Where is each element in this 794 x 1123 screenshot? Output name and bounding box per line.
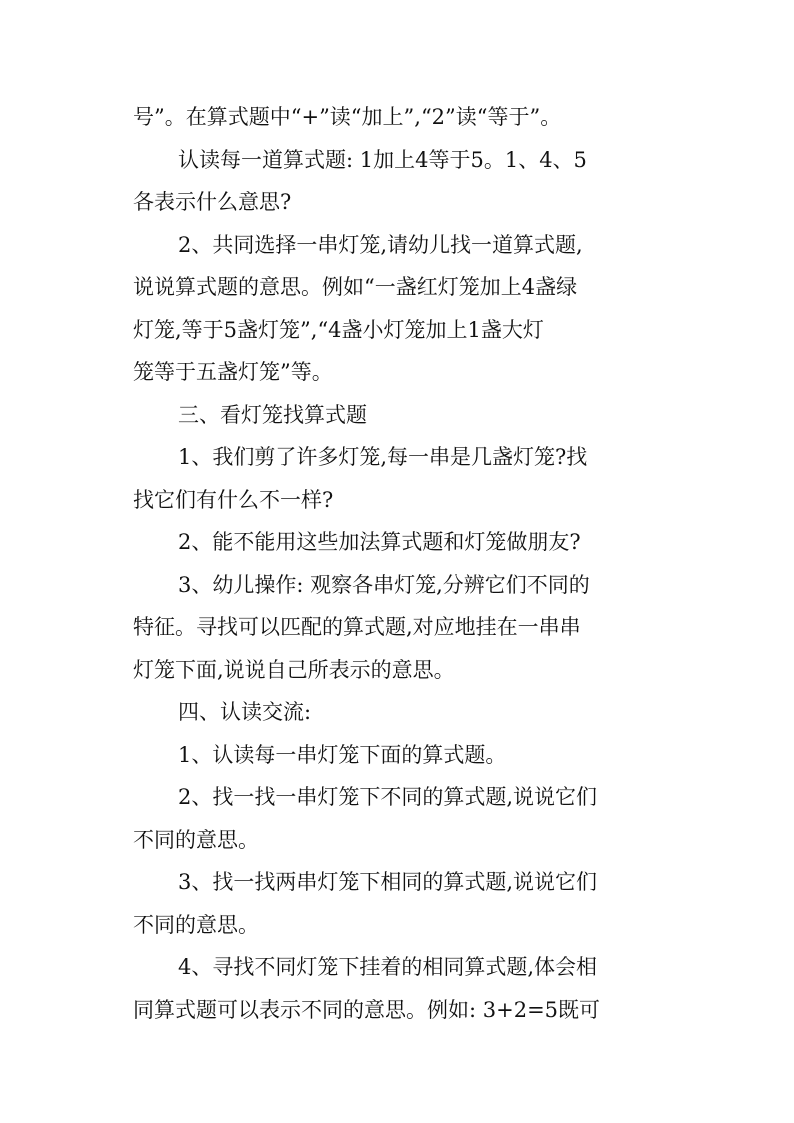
text-line-21: 4、寻找不同灯笼下挂着的相同算式题,体会相 <box>178 955 598 979</box>
text-line-1: 号”。在算式题中“+”读“加上”,“2”读“等于”。 <box>133 105 562 129</box>
text-line-3: 各表示什么意思? <box>133 190 292 214</box>
text-line-7: 笼等于五盏灯笼”等。 <box>133 360 333 384</box>
text-line-10: 找它们有什么不一样? <box>133 487 334 512</box>
text-line-11: 2、能不能用这些加法算式题和灯笼做朋友? <box>178 530 581 554</box>
text-line-17: 2、找一找一串灯笼下不同的算式题,说说它们 <box>178 785 598 809</box>
text-line-12: 3、幼儿操作: 观察各串灯笼,分辨它们不同的 <box>178 572 590 597</box>
text-line-4: 2、共同选择一串灯笼,请幼儿找一道算式题, <box>178 232 583 257</box>
text-line-14: 灯笼下面,说说自己所表示的意思。 <box>133 657 455 682</box>
body-text <box>133 96 673 1031</box>
text-line-22: 同算式题可以表示不同的意思。例如: 3+2=5既可 <box>133 997 601 1022</box>
text-line-6: 灯笼,等于5盏灯笼”,“4盏小灯笼加上1盏大灯 <box>133 317 544 342</box>
section-heading-4: 四、认读交流: <box>178 700 312 724</box>
text-line-20: 不同的意思。 <box>133 912 259 937</box>
text-line-9: 1、我们剪了许多灯笼,每一串是几盏灯笼?找 <box>178 445 588 469</box>
text-line-13: 特征。寻找可以匹配的算式题,对应地挂在一串串 <box>133 615 581 639</box>
text-line-5: 说说算式题的意思。例如“一盏红灯笼加上4盏绿 <box>133 275 578 299</box>
text-line-2: 认读每一道算式题: 1加上4等于5。1、4、5 <box>178 147 587 172</box>
text-line-19: 3、找一找两串灯笼下相同的算式题,说说它们 <box>178 870 598 894</box>
text-line-18: 不同的意思。 <box>133 827 259 852</box>
section-heading-3: 三、看灯笼找算式题 <box>178 402 367 427</box>
text-line-16: 1、认读每一串灯笼下面的算式题。 <box>178 742 507 767</box>
